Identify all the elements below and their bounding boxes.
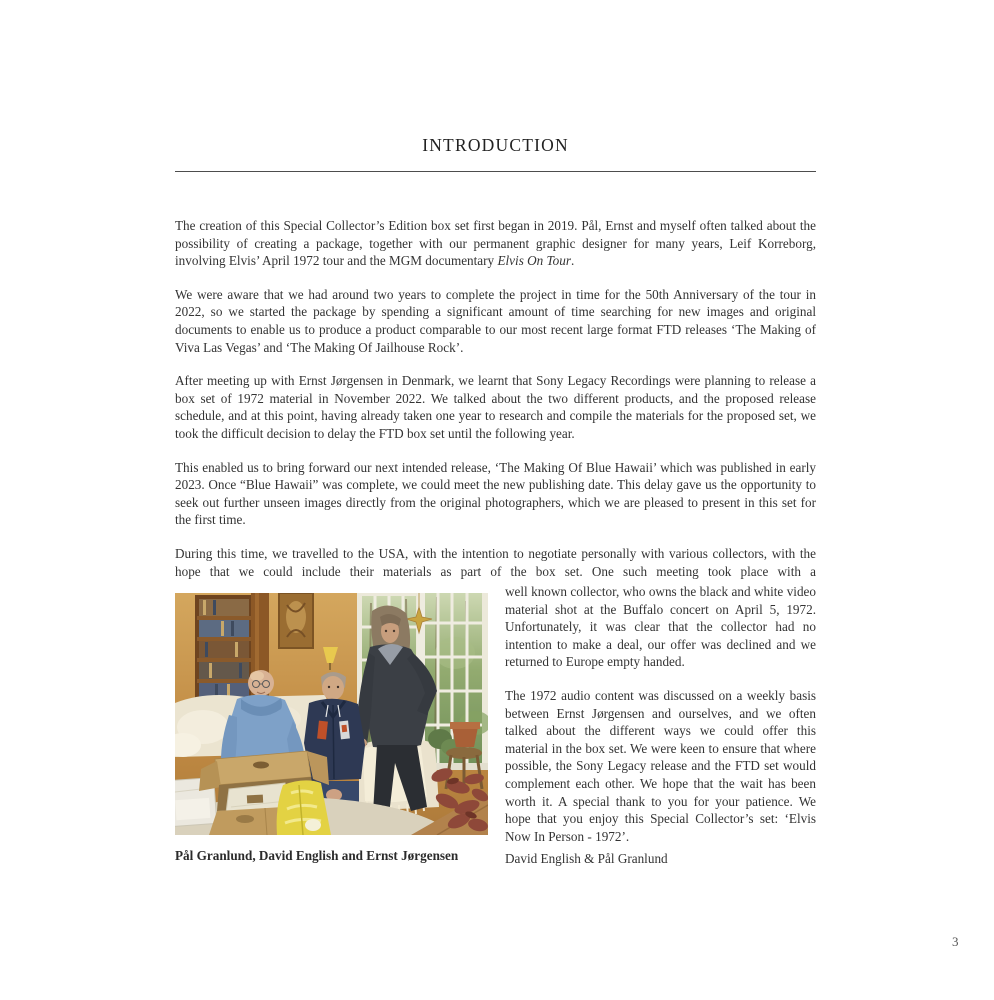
photo-and-text-row [175, 583, 816, 867]
paragraph-3: After meeting up with Ernst Jørgensen in Denmark, we learnt that Sony Legacy Recordings were planning to release a box set of 1972 material in November 2022. We talked about the two different products, and the proposed release schedule, and at this point, having already taken one year to research and compile the materials for the proposed set, we took the difficult decision to delay the FTD box set until the following year. [175, 373, 816, 441]
wrap-text-column [505, 583, 816, 867]
article-body [175, 217, 816, 867]
paragraph-5-continued: well known collector, who owns the black and white video material shot at the Buffalo concert on April 5, 1972. Unfortunately, it was clear that the collector had no intention to make a deal, our offer was declined and we returned to Europe empty handed. [505, 584, 816, 670]
group-photo [175, 593, 488, 835]
paragraph-6: The 1972 audio content was discussed on a weekly basis between Ernst Jørgensen and ourselves, and we often talked about the different ways we could offer this material in the box set. We were keen to ensure that where possible, the Sony Legacy release and the FTD set would complement each other. We hope that the wait has been worth it. A special thank to you for your patience. We hope that you enjoy this Special Collector’s set: ‘Elvis Now In Person - 1972’. [505, 688, 816, 844]
paragraph-2: We were aware that we had around two years to complete the project in time for the 50th Anniversary of the tour in 2022, so we started the package by spending a significant amount of time searching for new images and original documents to enable us to produce a product comparable to our most recent large format FTD releases ‘The Making of Viva Las Vegas’ and ‘The Making Of Jailhouse Rock’. [175, 286, 816, 355]
photo-caption: Pål Granlund, David English and Ernst Jørgensen [175, 848, 459, 864]
photo-column [175, 583, 488, 864]
page-title: INTRODUCTION [422, 135, 569, 155]
paragraph-5-intro: During this time, we travelled to the USA, with the intention to negotiate personally with various collectors, with the hope that we could include their materials as part of the box set. One such meeting took place with a [175, 545, 816, 579]
page-number: 3 [952, 934, 959, 949]
title-divider [175, 171, 816, 172]
paragraph-1 [175, 217, 816, 270]
paragraph-text: The creation of this Special Collector’s Edition box set first began in 2019. Pål, Ernst and myself often talked about the possibility of creating a package, together with our permanent graphic designer for many years, Leif Korreborg, involving Elvis’ April 1972 tour and the MGM documentary [175, 218, 816, 269]
page-content [175, 0, 816, 867]
italic-film-title: Elvis On Tour [497, 253, 571, 269]
paragraph-4: This enabled us to bring forward our next intended release, ‘The Making Of Blue Hawaii’ which was published in early 2023. Once “Blue Hawaii” was complete, we could meet the new publishing date. This delay gave us the opportunity to seek out further unseen images directly from the original photographers, which we are pleased to present in this set for the first time. [175, 459, 816, 528]
paragraph-text: . [570, 253, 575, 269]
signature: David English & Pål Granlund [505, 851, 668, 867]
